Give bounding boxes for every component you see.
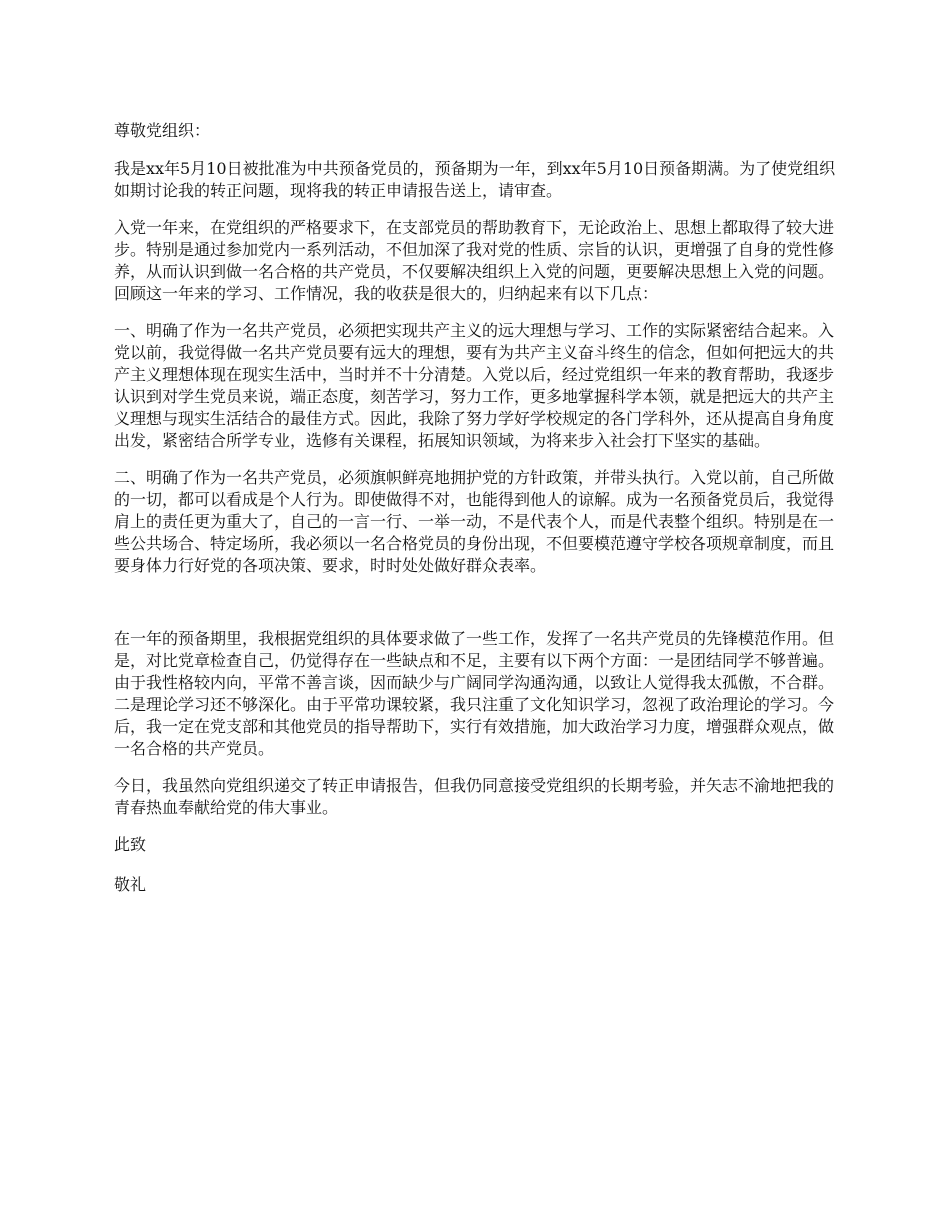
letter-document bbox=[114, 120, 840, 914]
salutation: 尊敬党组织： bbox=[114, 121, 211, 140]
blank-gap bbox=[114, 592, 840, 628]
paragraph-conclusion: 今日，我虽然向党组织递交了转正申请报告，但我仍同意接受党组织的长期考验，并矢志不渝地把我的青春热血奉献给党的伟大事业。 bbox=[114, 776, 835, 817]
paragraph-overview: 入党一年来，在党组织的严格要求下，在支部党员的帮助教育下，无论政治上、思想上都取得了较大进步。特别是通过参加党内一系列活动，不但加深了我对党的性质、宗旨的认识，更增强了自身的党性修养，从而认识到做一名合格的共产党员，不仅要解决组织上入党的问题，更要解决思想上入党的问题。回顾这一年来的学习、工作情况，我的收获是很大的，归纳起来有以下几点： bbox=[114, 218, 835, 303]
paragraph-intro: 我是xx年5月10日被批准为中共预备党员的，预备期为一年，到xx年5月10日预备期满。为了使党组织如期讨论我的转正问题，现将我的转正申请报告送上，请审查。 bbox=[114, 159, 836, 200]
paragraph-self-review: 在一年的预备期里，我根据党组织的具体要求做了一些工作，发挥了一名共产党员的先锋模范作用。但是，对比党章检查自己，仍觉得存在一些缺点和不足，主要有以下两个方面：一是团结同学不够普遍。由于我性格较内向，平常不善言谈，因而缺少与广阔同学沟通沟通，以致让人觉得我太孤傲，不合群。二是理论学习还不够深化。由于平常功课较紧，我只注重了文化知识学习，忽视了政治理论的学习。今后，我一定在党支部和其他党员的指导帮助下，实行有效措施，加大政治学习力度，增强群众观点，做一名合格的共产党员。 bbox=[114, 629, 835, 758]
paragraph-point-one: 一、明确了作为一名共产党员，必须把实现共产主义的远大理想与学习、工作的实际紧密结合起来。入党以前，我觉得做一名共产党员要有远大的理想，要有为共产主义奋斗终生的信念，但如何把远大的共产主义理想体现在现实生活中，当时并不十分清楚。入党以后，经过党组织一年来的教育帮助，我逐步认识到对学生党员来说，端正态度，刻苦学习，努力工作，更多地掌握科学本领，就是把远大的共产主义理想与现实生活结合的最佳方式。因此，我除了努力学好学校规定的各门学科外，还从提高自身角度出发，紧密结合所学专业，选修有关课程，拓展知识领域，为将来步入社会打下坚实的基础。 bbox=[114, 321, 835, 450]
paragraph-point-two: 二、明确了作为一名共产党员，必须旗帜鲜亮地拥护党的方针政策，并带头执行。入党以前，自己所做的一切，都可以看成是个人行为。即使做得不对，也能得到他人的谅解。成为一名预备党员后，我觉得肩上的责任更为重大了，自己的一言一行、一举一动，不是代表个人，而是代表整个组织。特别是在一些公共场合、特定场所，我必须以一名合格党员的身份出现，不但要模范遵守学校各项规章制度，而且要身体力行好党的各项决策、要求，时时处处做好群众表率。 bbox=[114, 468, 835, 575]
closing-jingli: 敬礼 bbox=[114, 875, 147, 894]
closing-cizhi: 此致 bbox=[114, 835, 147, 854]
